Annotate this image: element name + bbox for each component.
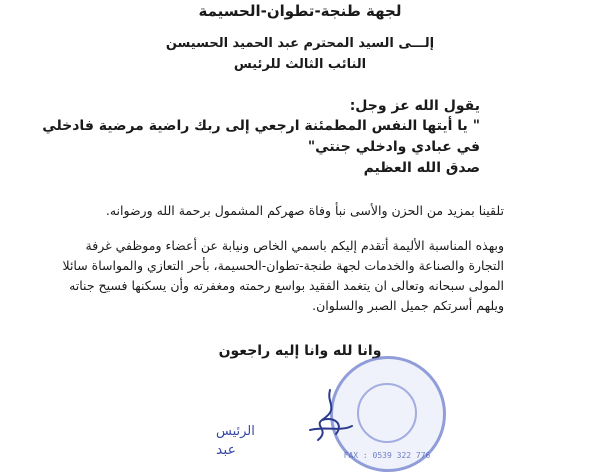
stamp-fax: FAX : 0539 322 776 xyxy=(343,451,431,460)
body-line-1: تلقينا بمزيد من الحزن والأسى نبأ وفاة صهركم المشمول برحمة الله ورضوانه. xyxy=(105,203,504,218)
signatory-role: الرئيس xyxy=(216,424,255,439)
verse-line-1: " يا أيتها النفس المطمئنة ارجعي إلى ربك راضية مرضية فادخلي xyxy=(42,118,480,134)
handwritten-signature xyxy=(300,386,360,446)
stamp-emblem-icon xyxy=(357,383,417,443)
closing-phrase: وانا لله وانا إليه راجعون xyxy=(218,343,382,359)
body-line-3: التجارة والصناعة والخدمات لجهة طنجة-تطوان-الحسيمة، بأحر التعازي والمواساة سائلا xyxy=(62,258,504,273)
body-line-5: ويلهم أسرتكم جميل الصبر والسلوان. xyxy=(312,298,504,313)
addressee-name: إلـــى السيد المحترم عبد الحميد الحسيسن xyxy=(165,36,435,51)
verse-line-2: في عبادي وادخلي جنتي" xyxy=(307,139,480,155)
body-line-2: وبهذه المناسبة الأليمة أتقدم إليكم باسمي الخاص ونيابة عن أعضاء وموظفي غرفة xyxy=(85,238,504,253)
addressee-role: النائب الثالث للرئيس xyxy=(233,57,367,72)
signatory-name: عبد xyxy=(216,442,236,458)
verse-intro: يقول الله عز وجل: xyxy=(349,98,480,114)
body-line-4: المولى سبحانه وتعالى ان يتغمد الفقيد بواسع رحمته ومغفرته وأن يسكنها فسيح جناته xyxy=(69,278,504,293)
page-title: لجهة طنجة-تطوان-الحسيمة xyxy=(198,2,402,20)
verse-line-3: صدق الله العظيم xyxy=(363,160,480,176)
